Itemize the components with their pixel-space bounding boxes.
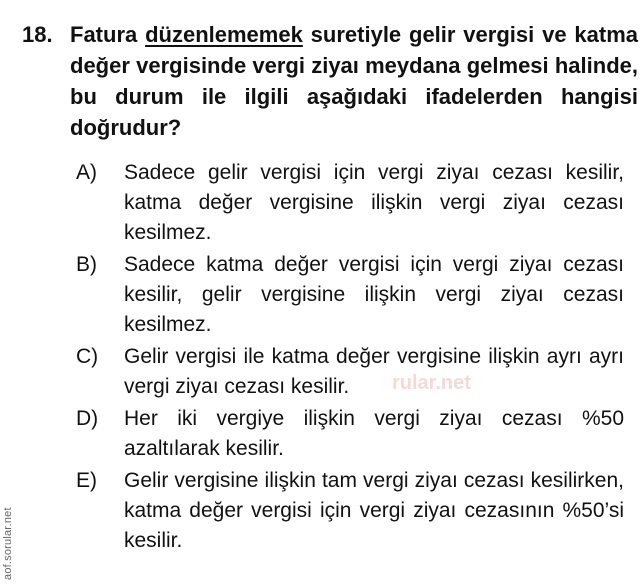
question-text — [70, 19, 638, 143]
question-text-start: Fatura — [70, 22, 146, 47]
side-watermark: aof.sorular.net — [2, 507, 14, 580]
option-letter: B) — [76, 253, 97, 276]
option-a[interactable] — [76, 158, 624, 248]
option-e[interactable] — [76, 466, 624, 556]
option-letter: A) — [76, 161, 97, 184]
answer-options — [76, 158, 624, 558]
option-b[interactable] — [76, 250, 624, 340]
question-number: 18. — [22, 22, 53, 47]
option-text: Gelir vergisine ilişkin tam vergi ziyaı cezası kesilirken, katma değer vergisi için vergi ziyaı cezasının %50’si kesilir. — [124, 469, 624, 552]
option-text: Sadece gelir vergisi için vergi ziyaı cezası kesilir, katma değer vergisine ilişkin vergi ziyaı cezası kesilmez. — [124, 161, 624, 244]
option-text: Gelir vergisi ile katma değer vergisine ilişkin ayrı ayrı vergi ziyaı cezası kesilir. — [124, 345, 624, 398]
center-watermark: rular.net — [392, 372, 471, 394]
option-letter: D) — [76, 407, 99, 430]
option-d[interactable] — [76, 404, 624, 464]
option-text: Her iki vergiye ilişkin vergi ziyaı cezası %50 azaltılarak kesilir. — [124, 407, 624, 460]
question-underlined-word: düzenlememek — [145, 22, 303, 47]
option-letter: E) — [76, 469, 97, 492]
question-text-end: suretiyle gelir vergisi ve katma değer vergisinde vergi ziyaı meydana gelmesi halinde, bu durum ile ilgili aşağıdaki ifadelerden hangisi doğrudur? — [70, 22, 638, 140]
option-text: Sadece katma değer vergisi için vergi ziyaı cezası kesilir, gelir vergisine ilişkin vergi ziyaı cezası kesilmez. — [124, 253, 624, 336]
option-c[interactable] — [76, 342, 624, 402]
option-letter: C) — [76, 345, 99, 368]
